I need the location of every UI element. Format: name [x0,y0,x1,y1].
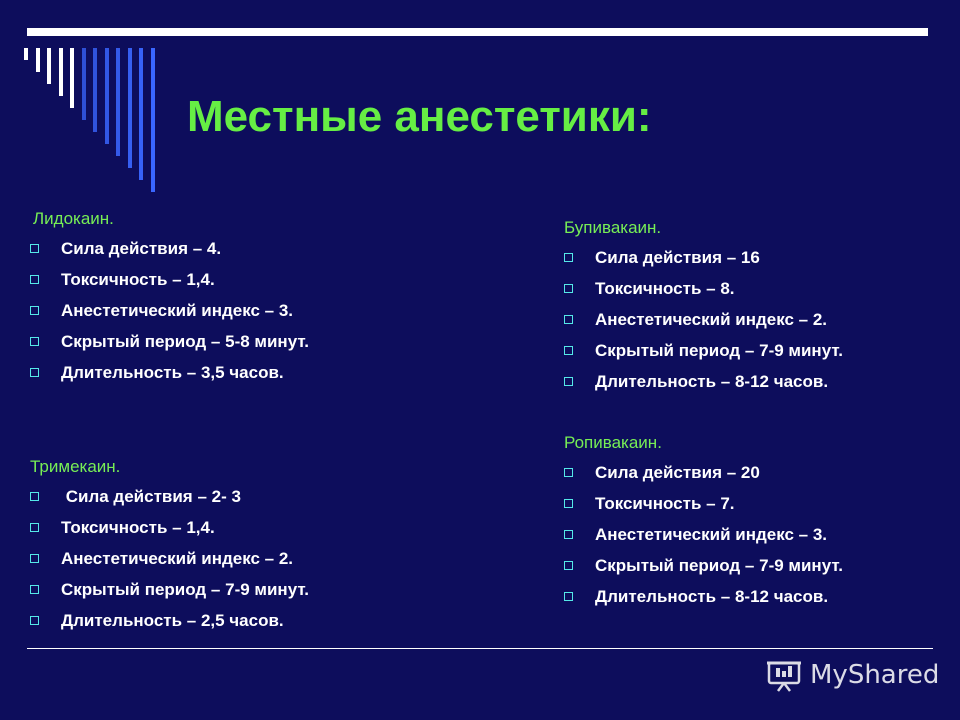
list-item-text: Токсичность – 1,4. [61,517,215,537]
list-item [30,233,309,264]
square-bullet-icon [30,523,39,532]
list-item-text: Сила действия – 4. [61,238,222,258]
list-item-text: Токсичность – 1,4. [61,269,215,289]
list-ropivacaine [564,457,843,612]
list-item-text: Длительность – 8-12 часов. [595,371,829,391]
list-item [564,304,843,335]
list-item [564,457,843,488]
list-item-text: Скрытый период – 5-8 минут. [61,331,309,351]
square-bullet-icon [564,561,573,570]
list-item-text: Скрытый период – 7-9 минут. [61,579,309,599]
decorative-stripe [59,48,63,96]
top-border-bar [27,28,928,36]
square-bullet-icon [564,253,573,262]
list-item [30,512,309,543]
square-bullet-icon [30,492,39,501]
square-bullet-icon [564,592,573,601]
list-item [30,481,309,512]
list-item [564,335,843,366]
list-item [30,605,309,636]
square-bullet-icon [564,530,573,539]
decorative-stripe [93,48,97,132]
square-bullet-icon [30,337,39,346]
list-item-text: Скрытый период – 7-9 минут. [595,340,843,360]
list-item [30,264,309,295]
list-lidocaine [30,233,309,388]
section-heading-ropivacaine: Ропивакаин. [564,433,662,452]
list-item-text: Анестетический индекс – 3. [595,524,828,544]
list-item [564,366,843,397]
square-bullet-icon [30,244,39,253]
decorative-stripe [116,48,120,156]
square-bullet-icon [564,499,573,508]
decorative-stripe [105,48,109,144]
list-item [30,326,309,357]
square-bullet-icon [30,554,39,563]
square-bullet-icon [30,616,39,625]
list-bupivacaine [564,242,843,397]
decorative-stripe [139,48,143,180]
watermark [766,656,939,694]
list-item-text: Токсичность – 7. [595,493,735,513]
square-bullet-icon [30,368,39,377]
list-item-text: Длительность – 8-12 часов. [595,586,829,606]
list-item-text: Скрытый период – 7-9 минут. [595,555,843,575]
list-item-text: Длительность – 2,5 часов. [61,610,284,630]
section-heading-bupivacaine: Бупивакаин. [564,218,662,237]
decorative-stripe [128,48,132,168]
list-item-text: Длительность – 3,5 часов. [61,362,284,382]
decorative-stripe [47,48,51,84]
list-item [564,488,843,519]
square-bullet-icon [30,585,39,594]
list-item-text: Сила действия – 2- 3 [61,486,241,506]
decorative-stripe [70,48,74,108]
slide-title: Местные анестетики: [187,92,652,141]
square-bullet-icon [564,468,573,477]
list-item [30,295,309,326]
list-item [30,357,309,388]
list-item [564,242,843,273]
list-item-text: Токсичность – 8. [595,278,735,298]
square-bullet-icon [564,377,573,386]
list-trimecaine [30,481,309,636]
decorative-stripe [24,48,28,60]
square-bullet-icon [30,306,39,315]
section-heading-trimecaine: Тримекаин. [30,457,121,476]
decorative-stripe [36,48,40,72]
presentation-icon [766,657,802,693]
list-item-text: Анестетический индекс – 3. [61,300,294,320]
list-item [30,543,309,574]
square-bullet-icon [564,315,573,324]
list-item-text: Анестетический индекс – 2. [61,548,294,568]
list-item [564,581,843,612]
list-item [30,574,309,605]
section-heading-lidocaine: Лидокаин. [33,209,114,228]
decorative-stripe [82,48,86,120]
list-item-text: Сила действия – 16 [595,247,760,267]
list-item [564,273,843,304]
list-item-text: Сила действия – 20 [595,462,760,482]
list-item-text: Анестетический индекс – 2. [595,309,828,329]
watermark-text: MyShared [810,660,940,690]
bottom-divider [27,648,933,649]
square-bullet-icon [30,275,39,284]
list-item [564,550,843,581]
list-item [564,519,843,550]
square-bullet-icon [564,284,573,293]
square-bullet-icon [564,346,573,355]
decorative-stripe [151,48,155,192]
